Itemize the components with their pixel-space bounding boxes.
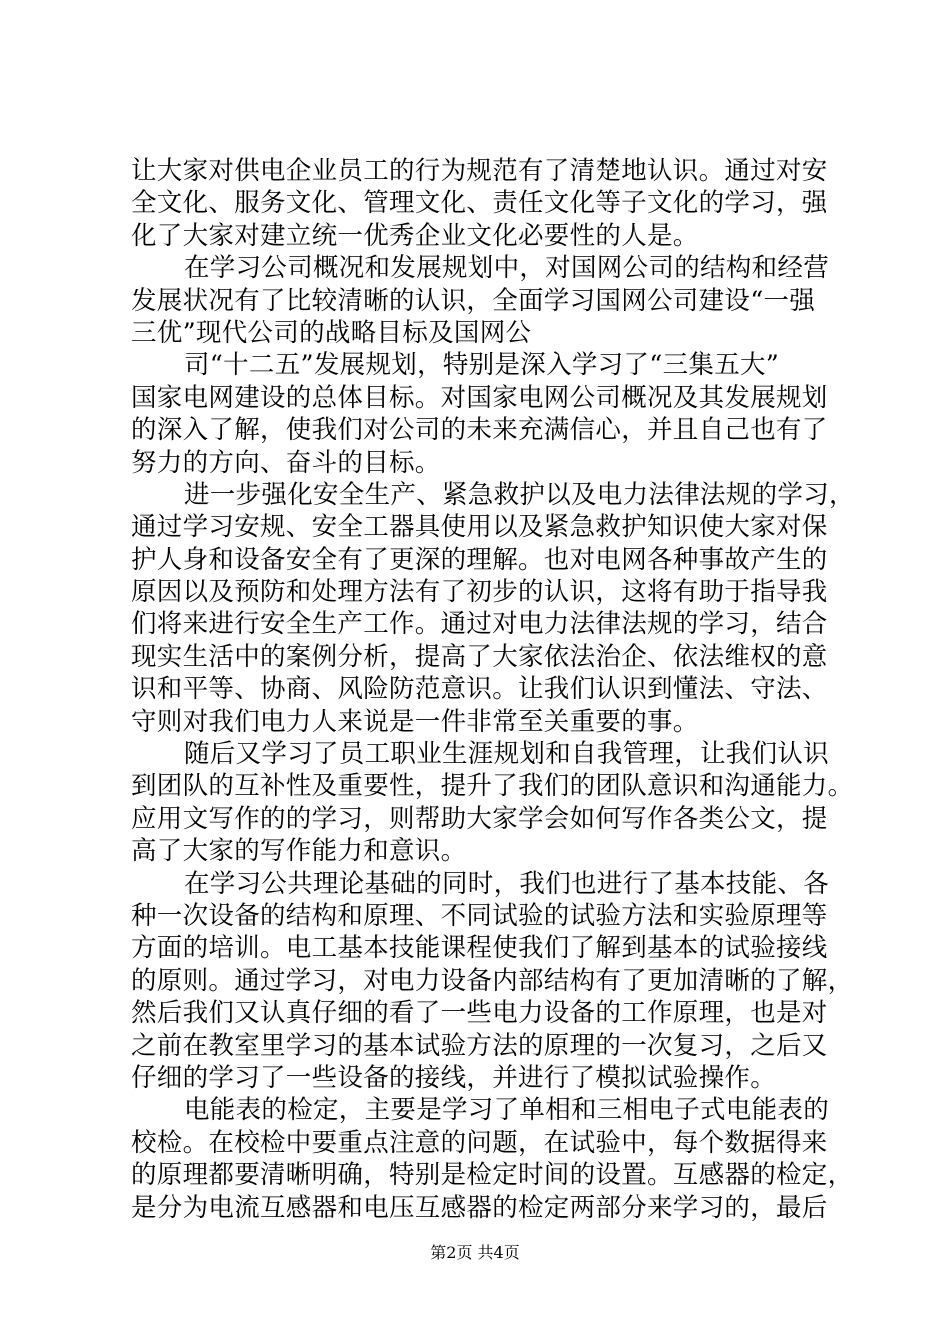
- body-text: [131, 155, 855, 1224]
- text-line: 全文化、服务文化、管理文化、责任文化等子文化的学习，强: [131, 188, 828, 219]
- text-line: 之前在教室里学习的基本试验方法的原理的一次复习，之后又: [131, 1030, 828, 1061]
- paragraph-first-line: 在学习公司概况和发展规划中，对国网公司的结构和经营: [184, 253, 830, 284]
- text-line: 校检。在校检中要重点注意的问题，在试验中，每个数据得来: [131, 1127, 828, 1158]
- text-line: 原因以及预防和处理方法有了初步的认识，这将有助于指导我: [131, 577, 828, 608]
- text-line: 们将来进行安全生产工作。通过对电力法律法规的学习，结合: [131, 609, 828, 640]
- text-line: 努力的方向、奋斗的目标。: [131, 447, 441, 478]
- paragraph-first-line: 电能表的检定，主要是学习了单相和三相电子式电能表的: [184, 1095, 830, 1126]
- text-line: 通过学习安规、安全工器具使用以及紧急救护知识使大家对保: [131, 512, 828, 543]
- paragraph-first-line: 进一步强化安全生产、紧急救护以及电力法律法规的学习，: [184, 479, 855, 510]
- text-line: 的原理都要清晰明确，特别是检定时间的设置。互感器的检定，: [131, 1160, 854, 1191]
- page-number-footer: 第2页 共4页: [430, 1243, 520, 1262]
- text-line: 应用文写作的的学习，则帮助大家学会如何写作各类公文，提: [131, 803, 828, 834]
- text-line: 的原则。通过学习，对电力设备内部结构有了更加清晰的了解，: [131, 965, 854, 996]
- text-line: 仔细的学习了一些设备的接线，并进行了模拟试验操作。: [131, 1062, 777, 1093]
- text-line: 高了大家的写作能力和意识。: [131, 836, 467, 867]
- text-line: 护人身和设备安全有了更深的理解。也对电网各种事故产生的: [131, 544, 828, 575]
- text-line: 国家电网建设的总体目标。对国家电网公司概况及其发展规划: [131, 382, 828, 413]
- text-line: 种一次设备的结构和原理、不同试验的试验方法和实验原理等: [131, 900, 828, 931]
- text-line: 化了大家对建立统一优秀企业文化必要性的人是。: [131, 220, 699, 251]
- text-line: 到团队的互补性及重要性，提升了我们的团队意识和沟通能力。: [131, 771, 854, 802]
- text-line: 让大家对供电企业员工的行为规范有了清楚地认识。通过对安: [131, 156, 828, 186]
- text-line: 识和平等、协商、风险防范意识。让我们认识到懂法、守法、: [131, 674, 828, 705]
- text-line: 守则对我们电力人来说是一件非常至关重要的事。: [131, 706, 699, 737]
- text-line: 现实生活中的案例分析，提高了大家依法治企、依法维权的意: [131, 641, 828, 672]
- paragraph-first-line: 司“十二五”发展规划，特别是深入学习了“三集五大”: [184, 350, 780, 381]
- text-line: 的深入了解，使我们对公司的未来充满信心，并且自己也有了: [131, 415, 828, 446]
- text-line: 然后我们又认真仔细的看了一些电力设备的工作原理，也是对: [131, 998, 828, 1029]
- paragraph-first-line: 随后又学习了员工职业生涯规划和自我管理，让我们认识: [184, 739, 830, 770]
- text-line: 三优”现代公司的战略目标及国网公: [131, 317, 532, 348]
- text-line: 是分为电流互感器和电压互感器的检定两部分来学习的，最后: [131, 1192, 828, 1223]
- text-line: 发展状况有了比较清晰的认识，全面学习国网公司建设“一强: [131, 285, 816, 316]
- paragraph-first-line: 在学习公共理论基础的同时，我们也进行了基本技能、各: [184, 868, 830, 899]
- text-line: 方面的培训。电工基本技能课程使我们了解到基本的试验接线: [131, 933, 828, 964]
